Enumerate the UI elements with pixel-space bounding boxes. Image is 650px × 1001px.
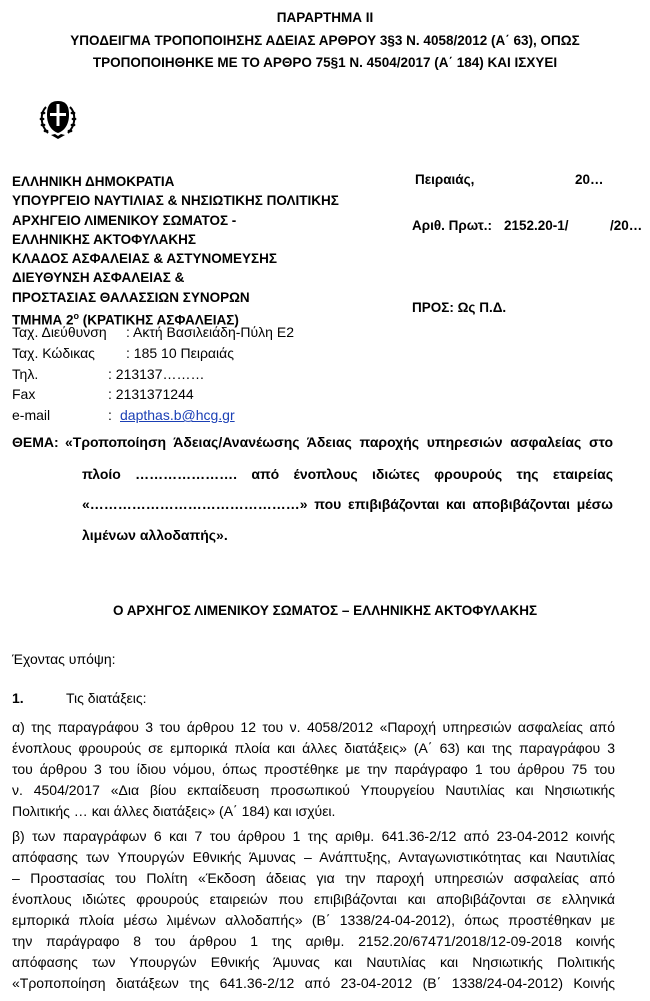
- chief-title: Ο ΑΡΧΗΓΟΣ ΛΙΜΕΝΙΚΟΥ ΣΩΜΑΤΟΣ – ΕΛΛΗΝΙΚΗΣ ΑΚΤΟΦΥΛΑΚΗΣ: [112, 603, 538, 618]
- date: 20…: [575, 172, 604, 187]
- paragraph-line: Πολιτικής … και άλλες διατάξεις» (Α΄ 184) και ισχύει.: [12, 803, 336, 819]
- sender-line: ΚΛΑΔΟΣ ΑΣΦΑΛΕΙΑΣ & ΑΣΤΥΝΟΜΕΥΣΗΣ: [12, 251, 277, 267]
- protocol-number: 2152.20-1/: [504, 218, 569, 233]
- subject-line: «………………………………………» που επιβιβάζονται και αποβιβάζονται μέσω: [82, 496, 613, 512]
- greek-coat-of-arms-icon: [37, 93, 79, 141]
- subject-line: λιμένων αλλοδαπής».: [82, 527, 228, 543]
- paragraph-line: την παράγραφο 8 του άρθρου 1 της αριθμ. 2152.20/67471/2018/12-09-2018 κοινής: [12, 933, 615, 949]
- paragraph-line: απόφασης των Υπουργών Εθνικής Άμυνας και Ναυτιλίας και Νησιωτικής Πολιτικής: [12, 954, 615, 970]
- paragraph-line: απόφασης των Υπουργών Εθνικής Άμυνας – Ανάπτυξης, Ανταγωνιστικότητας και Ναυτιλίας: [12, 849, 615, 865]
- sender-line: ΠΡΟΣΤΑΣΙΑΣ ΘΑΛΑΣΣΙΩΝ ΣΥΝΟΡΩΝ: [12, 289, 250, 305]
- subject-label: ΘΕΜΑ:: [12, 434, 59, 450]
- protocol-label: Αριθ. Πρωτ.:: [412, 218, 493, 233]
- sender-line: ΑΡΧΗΓΕΙΟ ΛΙΜΕΝΙΚΟΥ ΣΩΜΑΤΟΣ -: [12, 212, 237, 228]
- considering-heading: Έχοντας υπόψη:: [12, 651, 116, 667]
- protocol-year: /20…: [610, 218, 643, 233]
- subject-line: πλοίο …………………. από ένοπλους ιδιώτες φρουρούς της εταιρείας: [82, 466, 613, 482]
- paragraph-line: β) των παραγράφων 6 και 7 του άρθρου 1 της αριθμ. 641.36-2/12 από 23-04-2012 κοινής: [12, 828, 615, 844]
- paragraph-line: του άρθρου 3 του ίδιου νόμου, όπως προστέθηκε με την παράγραφο 1 του άρθρου 75 του: [12, 761, 615, 777]
- document-title-line2: ΤΡΟΠΟΠΟΙΗΘΗΚΕ ΜΕ ΤΟ ΑΡΘΡΟ 75§1 Ν. 4504/2017 (Α΄ 184) ΚΑΙ ΙΣΧΥΕΙ: [92, 55, 558, 70]
- paragraph-line: ένοπλους ιδιώτες φρουρούς εταιρειών που επιβιβάζονται και αποβιβάζονται σε ελληνικά: [12, 891, 615, 907]
- sender-block: [12, 172, 392, 330]
- paragraph-line: εμπορικά πλοία μέσω λιμένων αλλοδαπής» (Β΄ 1338/24-04-2012), όπως προστέθηκαν με: [12, 912, 615, 928]
- sender-line: ΕΛΛΗΝΙΚΗ ΔΗΜΟΚΡΑΤΙΑ: [12, 174, 175, 189]
- paragraph-b: [12, 826, 615, 994]
- sender-section: ΤΜΗΜΑ $2^o$ (ΚΡΑΤΙΚΗΣ ΑΣΦΑΛΕΙΑΣ): [12, 311, 239, 328]
- sender-line: ΔΙΕΥΘΥΝΣΗ ΑΣΦΑΛΕΙΑΣ &: [12, 270, 185, 286]
- contact-fax: Fax : 2131371244: [12, 386, 194, 403]
- item-text: Τις διατάξεις:: [66, 690, 147, 706]
- sender-line: ΕΛΛΗΝΙΚΗΣ ΑΚΤΟΦΥΛΑΚΗΣ: [12, 231, 196, 247]
- paragraph-line: «Τροποποίηση διατάξεων της 641.36-2/12 από 23-04-2012 (Β΄ 1338/24-04-2012) Κοινής: [12, 975, 615, 991]
- item-number: 1.: [12, 690, 24, 706]
- annex-title: ΠΑΡΑΡΤΗΜΑ ΙΙ: [276, 10, 374, 25]
- paragraph-line: ένοπλους φρουρούς σε εμπορικά πλοία και άλλες διατάξεις» (Α΄ 63) και της παραγράφου 3: [12, 740, 615, 756]
- contact-address: Ταχ. Διεύθυνση : Ακτή Βασιλειάδη-Πύλη Ε2: [12, 324, 294, 340]
- paragraph-a: [12, 717, 615, 822]
- contact-block: [12, 322, 294, 426]
- paragraph-line: α) της παραγράφου 3 του άρθρου 12 του ν. 4058/2012 «Παροχή υπηρεσιών ασφαλείας από: [12, 719, 615, 735]
- paragraph-line: ν. 4504/2017 «Δια βίου εκπαίδευση προσωπικού Υπουργείου Ναυτιλίας και Νησιωτικής: [12, 782, 615, 798]
- contact-email: e-mail : dapthas.b@hcg.gr: [12, 407, 235, 424]
- document-title-line1: ΥΠΟΔΕΙΓΜΑ ΤΡΟΠΟΠΟΙΗΣΗΣ ΑΔΕΙΑΣ ΑΡΘΡΟΥ 3§3 Ν. 4058/2012 (Α΄ 63), ΟΠΩΣ: [70, 33, 580, 48]
- contact-phone: Τηλ. : 213137………: [12, 365, 205, 382]
- email-link[interactable]: dapthas.b@hcg.gr: [120, 407, 235, 424]
- recipient: ΠΡΟΣ: Ως Π.Δ.: [412, 300, 507, 315]
- place: Πειραιάς,: [415, 172, 475, 187]
- subject-line: «Τροποποίηση Άδειας/Ανανέωσης Άδειας παροχής υπηρεσιών ασφαλείας στο: [65, 434, 613, 450]
- contact-postal: Ταχ. Κώδικας : 185 10 Πειραιάς: [12, 344, 234, 361]
- sender-line: ΥΠΟΥΡΓΕΙΟ ΝΑΥΤΙΛΙΑΣ & ΝΗΣΙΩΤΙΚΗΣ ΠΟΛΙΤΙΚΗΣ: [12, 193, 339, 209]
- paragraph-line: – Προστασίας του Πολίτη «Έκδοση άδειας για την παροχή υπηρεσιών ασφαλείας από: [12, 870, 615, 886]
